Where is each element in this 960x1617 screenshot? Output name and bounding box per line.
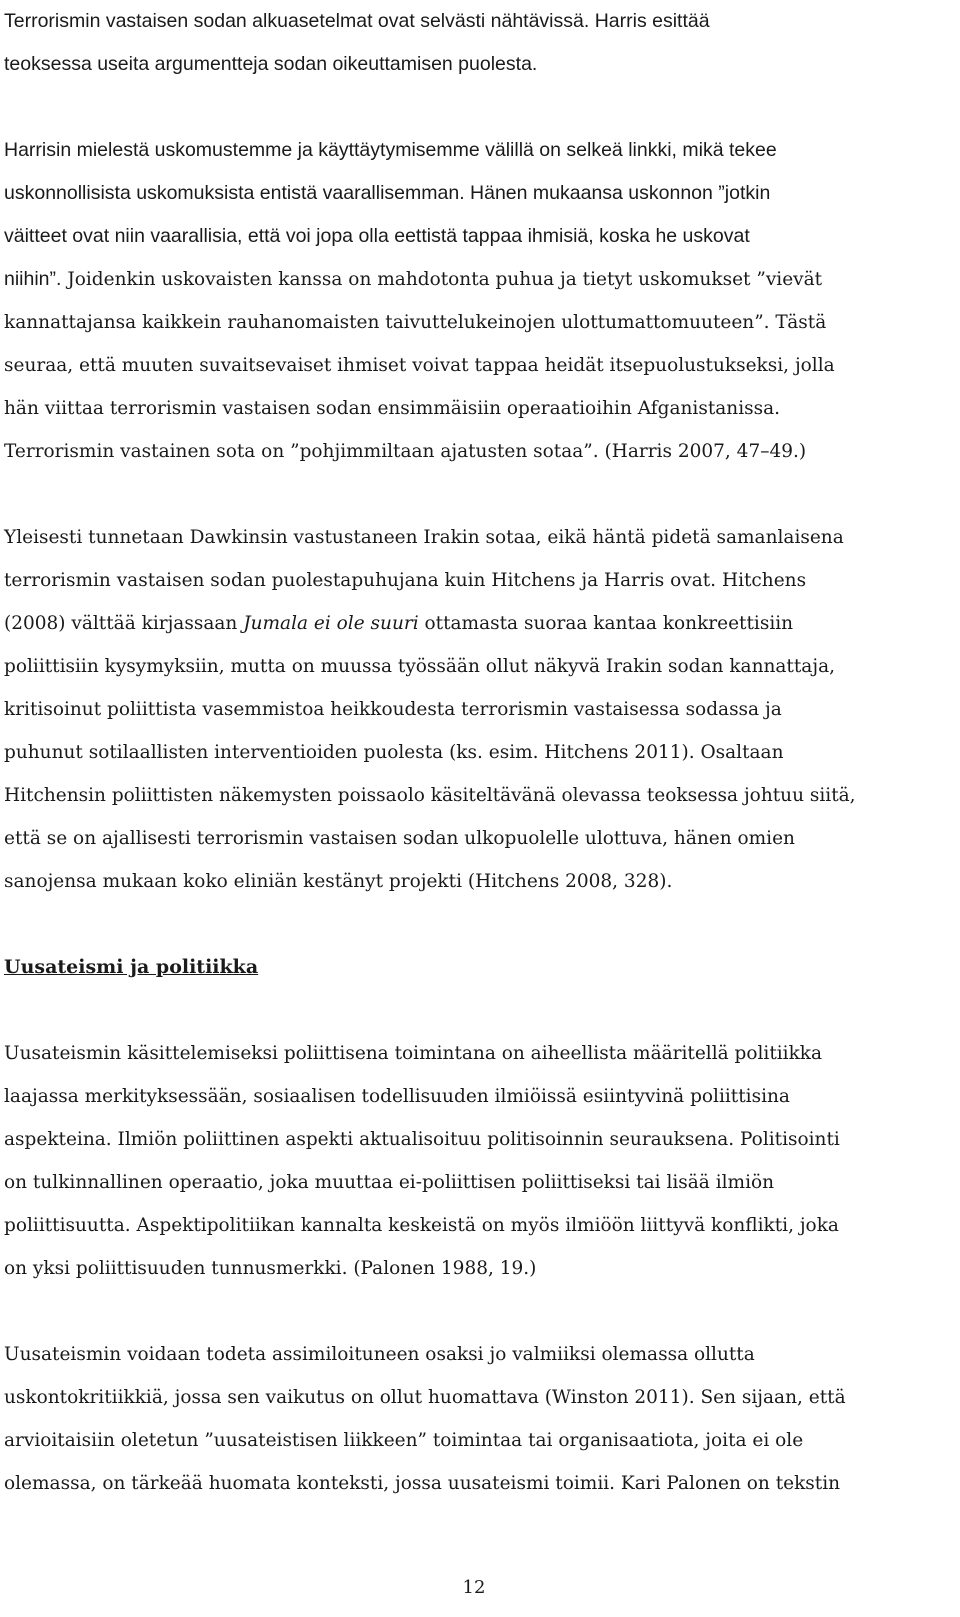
text-fragment: ottamasta suoraa kantaa konkreettisiin bbox=[418, 613, 794, 634]
text-line: Terrorismin vastaisen sodan alkuasetelmat ovat selvästi nähtävissä. Harris esittää bbox=[4, 10, 710, 32]
section-heading: Uusateismi ja politiikka bbox=[4, 956, 259, 978]
text-line: Hitchensin poliittisten näkemysten poissaolo käsiteltävänä olevassa teoksessa johtuu siitä, bbox=[4, 785, 856, 806]
text-line: Uusateismin käsittelemiseksi poliittisena toimintana on aiheellista määritellä politiikka bbox=[4, 1043, 823, 1064]
text-line: että se on ajallisesti terrorismin vastaisen sodan ulkopuolelle ulottuva, hänen omien bbox=[4, 828, 795, 849]
book-title: Jumala ei ole suuri bbox=[243, 613, 419, 634]
text-line: uskontokritiikkiä, jossa sen vaikutus on ollut huomattava (Winston 2011). Sen sijaan, että bbox=[4, 1387, 846, 1408]
text-line: poliittisiin kysymyksiin, mutta on muussa työssään ollut näkyvä Irakin sodan kannattaja, bbox=[4, 656, 835, 677]
text-line-mixed bbox=[4, 258, 944, 301]
text-line: aspekteina. Ilmiön poliittinen aspekti aktualisoituu politisoinnin seurauksena. Politisointi bbox=[4, 1129, 840, 1150]
text-line: Uusateismin voidaan todeta assimiloituneen osaksi jo valmiiksi olemassa ollutta bbox=[4, 1344, 755, 1365]
paragraph-spacer bbox=[4, 1290, 944, 1333]
text-line: kannattajansa kaikkein rauhanomaisten taivuttelukeinojen ulottumattomuuteen”. Tästä bbox=[4, 312, 827, 333]
paragraph-2 bbox=[4, 129, 944, 473]
text-line: laajassa merkityksessään, sosiaalisen todellisuuden ilmiöissä esiintyvinä poliittisina bbox=[4, 1086, 790, 1107]
text-line: uskonnollisista uskomuksista entistä vaarallisemman. Hänen mukaansa uskonnon ”jotkin bbox=[4, 182, 771, 204]
text-line: puhunut sotilaallisten interventioiden puolesta (ks. esim. Hitchens 2011). Osaltaan bbox=[4, 742, 784, 763]
text-line: seuraa, että muuten suvaitsevaiset ihmiset voivat tappaa heidät itsepuolustukseksi, jolla bbox=[4, 355, 835, 376]
paragraph-3 bbox=[4, 516, 944, 903]
paragraph-spacer bbox=[4, 473, 944, 516]
paragraph-spacer bbox=[4, 989, 944, 1032]
text-line: teoksessa useita argumentteja sodan oikeuttamisen puolesta. bbox=[4, 53, 538, 75]
paragraph-spacer bbox=[4, 86, 944, 129]
paragraph-5 bbox=[4, 1333, 944, 1505]
text-line: Terrorismin vastainen sota on ”pohjimmiltaan ajatusten sotaa”. (Harris 2007, 47–49.) bbox=[4, 441, 807, 462]
paragraph-spacer bbox=[4, 903, 944, 946]
text-line: poliittisuutta. Aspektipolitiikan kannalta keskeistä on myös ilmiöön liittyvä konflikti, joka bbox=[4, 1215, 839, 1236]
text-line: sanojensa mukaan koko eliniän kestänyt projekti (Hitchens 2008, 328). bbox=[4, 871, 673, 892]
text-line: on yksi poliittisuuden tunnusmerkki. (Palonen 1988, 19.) bbox=[4, 1258, 537, 1279]
text-fragment: (2008) välttää kirjassaan bbox=[4, 613, 244, 634]
paragraph-1 bbox=[4, 0, 944, 86]
page-number: 12 bbox=[462, 1577, 486, 1598]
document-page bbox=[4, 0, 944, 1598]
text-line: arvioitaisiin oletetun ”uusateistisen liikkeen” toimintaa tai organisaatiota, joita ei ole bbox=[4, 1430, 804, 1451]
text-fragment: niihin”. bbox=[4, 268, 62, 290]
text-line: väitteet ovat niin vaarallisia, että voi jopa olla eettistä tappaa ihmisiä, koska he uskovat bbox=[4, 225, 750, 247]
text-line: olemassa, on tärkeää huomata konteksti, jossa uusateismi toimii. Kari Palonen on tekstin bbox=[4, 1473, 841, 1494]
text-line: kritisoinut poliittista vasemmistoa heikkoudesta terrorismin vastaisessa sodassa ja bbox=[4, 699, 782, 720]
text-line: Yleisesti tunnetaan Dawkinsin vastustaneen Irakin sotaa, eikä häntä pidetä samanlaisena bbox=[4, 527, 844, 548]
text-line: Harrisin mielestä uskomustemme ja käyttäytymisemme välillä on selkeä linkki, mikä tekee bbox=[4, 139, 777, 161]
text-line: hän viittaa terrorismin vastaisen sodan ensimmäisiin operaatioihin Afganistanissa. bbox=[4, 398, 781, 419]
text-line: terrorismin vastaisen sodan puolestapuhujana kuin Hitchens ja Harris ovat. Hitchens bbox=[4, 570, 807, 591]
text-line: on tulkinnallinen operaatio, joka muuttaa ei-poliittisen poliittiseksi tai lisää ilmiön bbox=[4, 1172, 775, 1193]
text-fragment: Joidenkin uskovaisten kanssa on mahdotonta puhua ja tietyt uskomukset ”vievät bbox=[61, 269, 823, 290]
paragraph-4 bbox=[4, 1032, 944, 1290]
text-line-with-title bbox=[4, 602, 944, 645]
